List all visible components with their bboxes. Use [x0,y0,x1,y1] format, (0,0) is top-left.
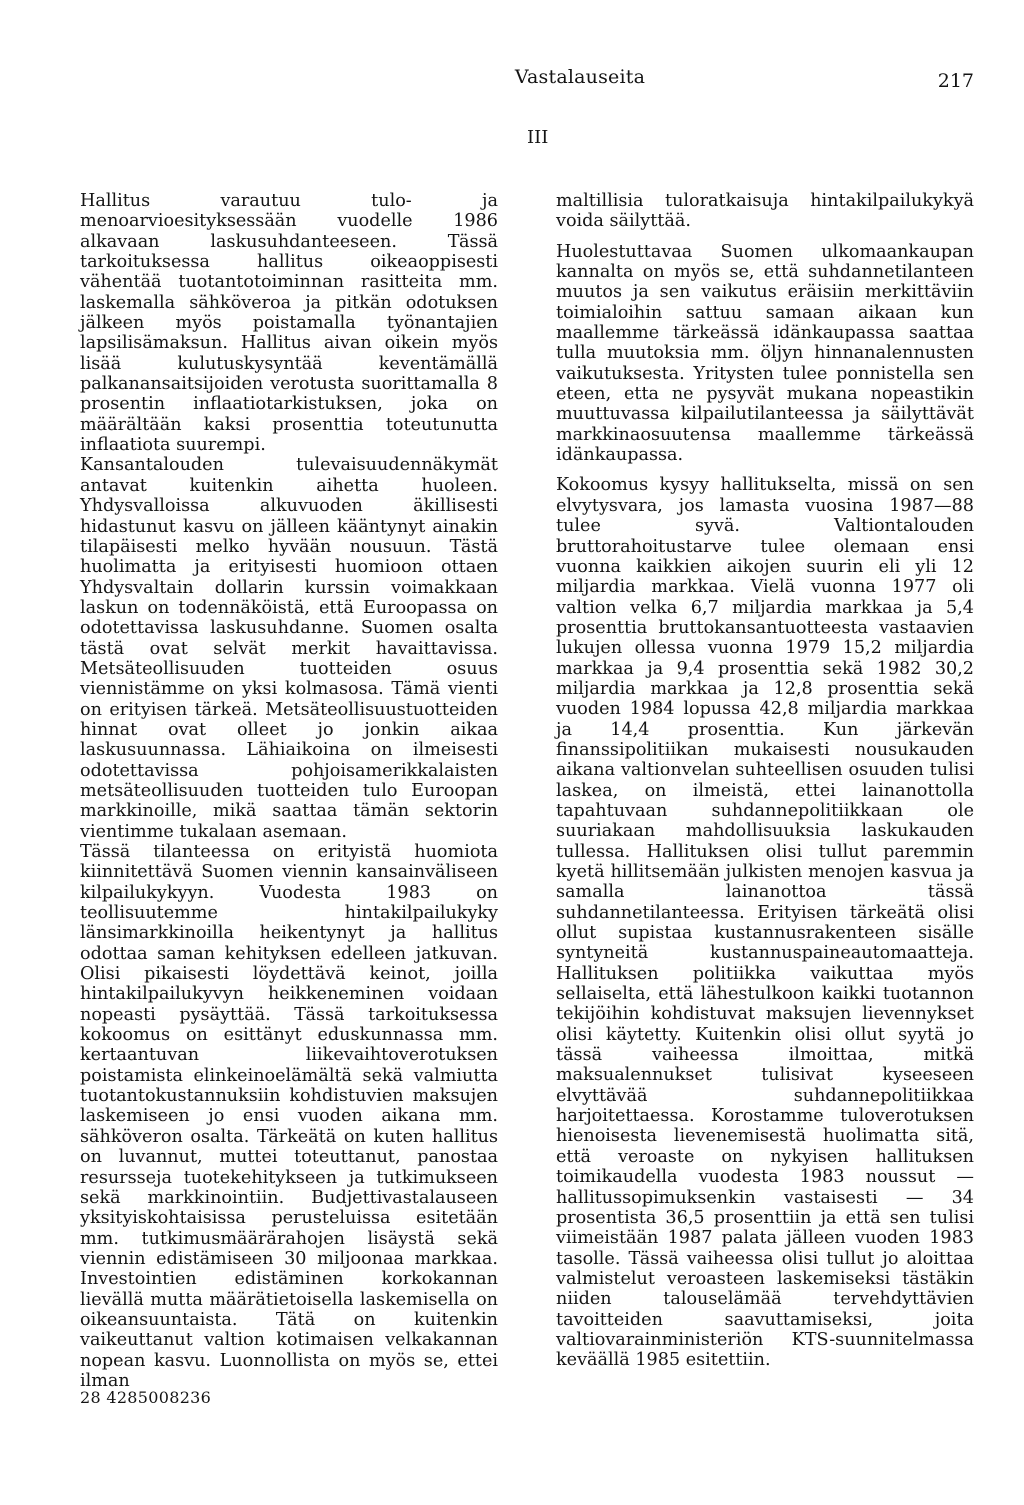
right-column [556,191,974,1371]
left-column [80,191,498,1391]
paragraph: Tässä tilanteessa on erityistä huomiota kiinnitettävä Suomen viennin kansainväliseen kilpailukykyyn. Vuodesta 1983 on teollisuutemme hintakilpailukyky länsimarkkinoilla heikentynyt ja hallitus odottaa saman kehityksen edelleen jatkuvan. Olisi pikaisesti löydettävä keinot, joilla hintakilpailukyvyn heikkeneminen voidaan nopeasti pysäyttää. Tässä tarkoituksessa kokoomus on esittänyt eduskunnassa mm. kertaantuvan liikevaihtoverotuksen poistamista elinkeinoelämältä sekä valmiutta tuotantokustannuksiin kohdistuvien maksujen laskemiseen jo ensi vuoden aikana mm. sähköveron osalta. Tärkeätä on kuten hallitus on luvannut, muttei toteuttanut, panostaa resursseja tuotekehitykseen ja tutkimukseen sekä markkinointiin. Budjettivastalauseen yksityiskohtaisissa perusteluissa esitetään mm. tutkimusmäärärahojen lisäystä sekä viennin edistämiseen 30 miljoonaa markkaa. Investointien edistäminen korkokannan lievällä mutta määrätietoisella laskemisella on oikeansuuntaista. Tätä on kuitenkin vaikeuttanut valtion kotimaisen velkakannan nopean kasvu. Luonnollista on myös se, ettei ilman [80,842,498,1391]
page-number: 217 [937,70,974,92]
running-header-title: Vastalauseita [514,66,646,88]
print-code-footer: 28 4285008236 [80,1388,212,1407]
paragraph: Kansantalouden tulevaisuudennäkymät antavat kuitenkin aihetta huoleen. Yhdysvalloissa alkuvuoden äkillisesti hidastunut kasvu on jälleen kääntynyt ainakin tilapäisesti melko hyvään nousuun. Tästä huolimatta ja erityisesti huomioon ottaen Yhdysvaltain dollarin kurssin voimakkaan laskun on todennäköistä, että Euroopassa on odotettavissa laskusuhdanne. Suomen osalta tästä ovat selvät merkit havaittavissa. Metsäteollisuuden tuotteiden osuus viennistämme on yksi kolmasosa. Tämä vienti on erityisen tärkeä. Metsäteollisuustuotteiden hinnat ovat olleet jo jonkin aikaa laskusuunnassa. Lähiaikoina on ilmeisesti odotettavissa pohjoisamerikkalaisten metsäteollisuuden tuotteiden tulo Euroopan markkinoille, mikä saattaa tämän sektorin vientimme tukalaan asemaan. [80,455,498,842]
paragraph: Kokoomus kysyy hallitukselta, missä on sen elvytysvara, jos lamasta vuosina 1987—88 tulee syvä. Valtiontalouden bruttorahoitustarve tulee olemaan ensi vuonna kaikkien aikojen suurin eli yli 12 miljardia markkaa. Vielä vuonna 1977 oli valtion velka 6,7 miljardia markkaa ja 5,4 prosenttia bruttokansantuotteesta vastaavien lukujen ollessa vuonna 1979 15,2 miljardia markkaa ja 9,4 prosenttia sekä 1982 30,2 miljardia markkaa ja 12,8 prosenttia sekä vuoden 1984 lopussa 42,8 miljardia markkaa ja 14,4 prosenttia. Kun järkevän finanssipolitiikan mukaisesti nousukauden aikana valtionvelan suhteellisen osuuden tulisi laskea, on ilmeistä, ettei lainanottolla tapahtuvaan suhdannepolitiikkaan ole suuriakaan mahdollisuuksia laskukauden tullessa. Hallituksen olisi tullut paremmin kyetä hillitsemään julkisten menojen kasvua ja samalla lainanottoa tässä suhdannetilanteessa. Erityisen tärkeätä olisi ollut supistaa kustannusrakenteen sisälle syntyneitä kustannuspaineautomaatteja. Hallituksen politiikka vaikuttaa myös sellaiselta, että lähestulkoon kaikki tuotannon tekijöihin kohdistuvat maksujen lievennykset olisi käytetty. Kuitenkin olisi ollut syytä jo tässä vaiheessa ilmoittaa, mitkä maksualennukset tulisivat kyseeseen elvyttävää suhdannepolitiikkaa harjoitettaessa. Korostamme tuloverotuksen hienoisesta lievenemisestä huolimatta sitä, että veroaste on nykyisen hallituksen toimikaudella vuodesta 1983 noussut — hallitussopimuksenkin vastaisesti — 34 prosentista 36,5 prosenttiin ja että sen tulisi viimeistään 1987 palata jälleen vuoden 1983 tasolle. Tässä vaiheessa olisi tullut jo aloittaa valmistelut veroasteen laskemiseksi tästäkin niiden talouselämää tervehdyttävien tavoitteiden saavuttamiseksi, joita valtiovarainministeriön KTS-suunnitelmassa keväällä 1985 esitettiin. [556,475,974,1371]
paragraph: Huolestuttavaa Suomen ulkomaankaupan kannalta on myös se, että suhdannetilanteen muutos ja sen vaikutus eräisiin merkittäviin toimialoihin sattuu samaan aikaan kun maallemme tärkeässä idänkaupassa saattaa tulla muutoksia mm. öljyn hinnanalennusten vaikutuksesta. Yritysten tulee ponnistella sen eteen, etta ne pysyvät mukana nopeastikin muuttuvassa kilpailutilanteessa ja säilyttävät markkinaosuutensa maallemme tärkeässä idänkaupassa. [556,241,974,466]
paragraph: maltillisia tuloratkaisuja hintakilpailukykyä voida säilyttää. [556,191,974,232]
section-number: III [527,127,549,148]
paragraph: Hallitus varautuu tulo- ja menoarvioesityksessään vuodelle 1986 alkavaan laskusuhdanteeseen. Tässä tarkoituksessa hallitus oikeaoppisesti vähentää tuotantotoiminnan rasitteita mm. laskemalla sähköveroa ja pitkän odotuksen jälkeen myös poistamalla työnantajien lapsilisämaksun. Hallitus aivan oikein myös lisää kulutuskysyntää keventämällä palkanansaitsijoiden verotusta suorittamalla 8 prosentin inflaatiotarkistuksen, joka on määrältään kaksi prosenttia toteutunutta inflaatiota suurempi. [80,191,498,456]
